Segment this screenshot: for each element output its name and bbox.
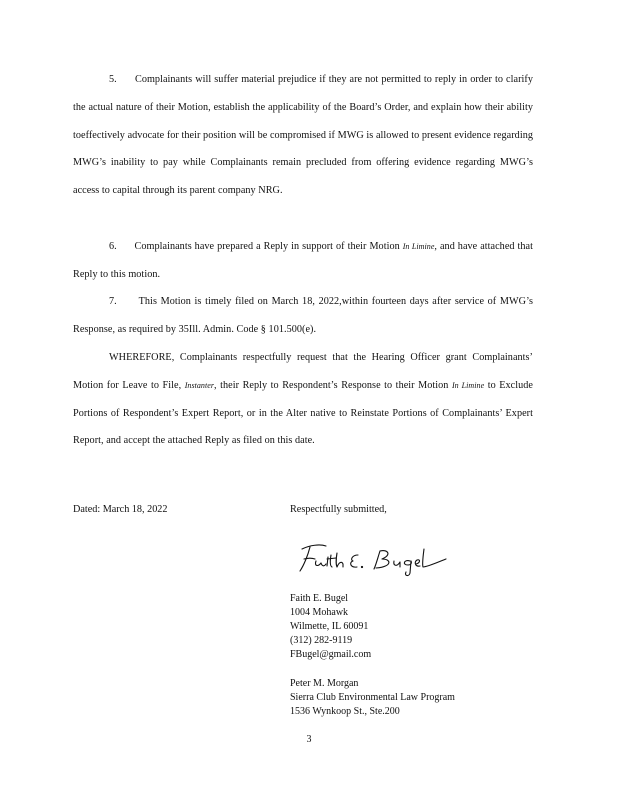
signer-block-1 bbox=[290, 592, 371, 662]
paragraph-5 bbox=[73, 66, 533, 205]
signer-phone: (312) 282-9119 bbox=[290, 635, 353, 646]
handwritten-signature bbox=[296, 537, 456, 577]
closing-line: Respectfully submitted, bbox=[290, 504, 387, 515]
paragraph-text: , and have attached that Reply to this motion. bbox=[73, 241, 533, 280]
signer-org: Sierra Club Environmental Law Program bbox=[290, 692, 455, 703]
signer-name: Peter M. Morgan bbox=[290, 678, 359, 689]
signer-street: 1536 Wynkoop St., Ste.200 bbox=[290, 706, 400, 717]
paragraph-number: 7. bbox=[109, 296, 117, 307]
paragraph-number: 6. bbox=[109, 241, 117, 252]
paragraph-text: to Exclude Portions of Respondent’s Expert Report, or in the Alter native to Reinstate Portions of Complainants’ Expert Report, and accept the attached Reply as filed on this date. bbox=[73, 379, 533, 447]
paragraph-text: WHEREFORE, Complainants respectfully request that the Hearing Officer grant Complainants’ Motion for Leave to File, bbox=[73, 352, 533, 391]
signer-name: Faith E. Bugel bbox=[290, 593, 349, 604]
wherefore-paragraph bbox=[73, 344, 533, 455]
paragraph-number: 5. bbox=[109, 74, 117, 85]
page-number: 3 bbox=[306, 734, 312, 745]
italic-term: Instanter bbox=[184, 380, 215, 390]
signer-city: Wilmette, IL 60091 bbox=[290, 621, 369, 632]
signer-street: 1004 Mohawk bbox=[290, 607, 349, 618]
paragraph-text: Complainants will suffer material prejudice if they are not permitted to reply in order to clarify the actual nature of their Motion, establish the applicability of the Board’s Order, and explain how their ability toeffectively advocate for their position will be compromised if MWG is allowed to present evidence regarding MWG’s inability to pay while Complainants remain precluded from offering evidence regarding MWG’s access to capital through its parent company NRG. bbox=[73, 74, 533, 197]
paragraph-6 bbox=[73, 233, 533, 289]
signer-block-2 bbox=[290, 677, 455, 719]
paragraph-7 bbox=[73, 288, 533, 344]
paragraph-text: , their Reply to Respondent’s Response to their Motion bbox=[214, 379, 449, 391]
signer-email: FBugel@gmail.com bbox=[290, 649, 372, 660]
paragraph-text: This Motion is timely filed on March 18, 2022,within fourteen days after service of MWG’s Response, as required by 35Ill. Admin. Code § 101.500(e). bbox=[73, 296, 533, 335]
dated-line: Dated: March 18, 2022 bbox=[73, 504, 168, 515]
italic-term: In Limine bbox=[402, 242, 435, 251]
italic-term: In Limine bbox=[451, 380, 485, 390]
paragraph-text: Complainants have prepared a Reply in support of their Motion bbox=[134, 241, 400, 252]
